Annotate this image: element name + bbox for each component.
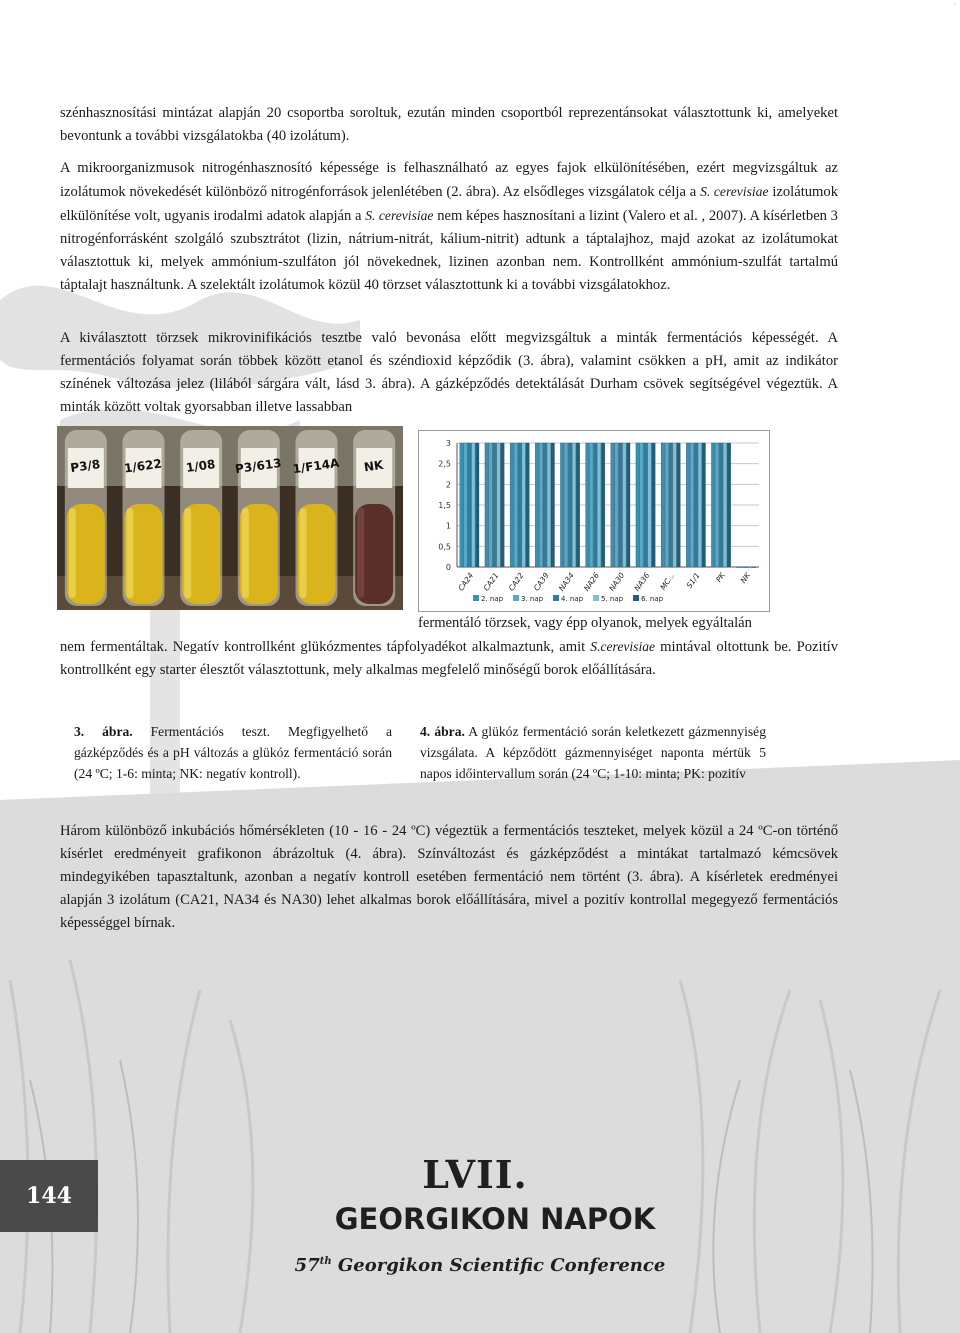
bar [752,567,756,568]
paragraph-1: szénhasznosítási mintázat alapján 20 csoportba soroltuk, ezután minden csoportból reprezentánsokat választottunk ki, amelyeket bevontunk a további vizsgálatokba (40 izolátum). [60,105,838,144]
legend-swatch [633,595,639,601]
bar [727,443,731,567]
bar [522,443,526,567]
bar [518,443,522,567]
conference-numeral: LVII. [422,1152,528,1197]
tube-label: P3/8 [69,457,102,476]
y-tick-label: 2 [445,480,451,490]
corner-mark: · [953,0,956,9]
bar [501,443,505,567]
x-tick-label: NK [738,570,753,585]
bar [690,443,694,567]
test-tube [292,430,341,606]
bar [564,443,568,567]
bar [576,443,580,567]
bar [748,567,752,568]
x-tick-label: PK [714,570,727,584]
conference-name: GEORGIKON NAPOK [334,1202,656,1236]
bar [543,443,547,567]
bar [468,443,472,567]
bar [489,443,493,567]
bar [551,443,555,567]
legend-item [553,595,584,603]
bar [640,443,644,567]
bar [719,443,723,567]
figure-4-caption: 4. ábra. A glükóz fermentáció során keletkezett gázmennyiség vizsgálata. A képződött gázmennyiséget naponta mértük 5 napos időintervallum során (24 ºC; 1-10: minta; PK: pozitív [420,724,767,781]
x-tick-label: CA22 [506,570,526,593]
x-tick-label: S1/1 [684,570,702,590]
x-tick-label: CA24 [456,570,476,593]
bar [547,443,551,567]
bar [702,443,706,567]
bar [644,443,648,567]
test-tube [180,430,222,606]
bar [711,443,715,567]
bar [636,443,640,567]
x-tick-label: MC... [658,570,677,592]
y-tick-label: 0,5 [438,542,451,552]
bar [665,443,669,567]
y-tick-label: 2,5 [438,459,451,469]
y-tick-label: 3 [445,439,451,448]
test-tube [65,430,107,606]
bar [464,443,468,567]
bar [686,443,690,567]
test-tubes-image [57,426,403,610]
bar [497,443,501,567]
bar [475,443,479,567]
bar-chart [419,431,769,611]
y-tick-label: 1 [445,521,451,531]
tube-label: NK [363,457,385,475]
bar [539,443,543,567]
bar [744,567,748,568]
bar [652,443,656,567]
tube-label: P3/613 [234,455,283,477]
x-tick-label: CA21 [481,570,501,593]
legend-swatch [553,595,559,601]
legend-label: 2. nap [481,595,504,603]
bar [472,443,476,567]
figure-3-caption: 3. ábra. Fermentációs teszt. Megfigyelhető a gázképződés és a pH változás a glükóz fermentáció során (24 ºC; 1-6: minta; NK: negatív kontroll). [74,724,392,781]
paragraph-4a: fermentáló törzsek, vagy épp olyanok, melyek egyáltalán [418,615,752,631]
paragraph-5: Három különböző inkubációs hőmérsékleten (10 - 16 - 24 ºC) végeztük a fermentációs teszteket, melyek közül a 24 ºC-on történő kísérlet eredményeit grafikonon ábrázoltuk (4. ábra). Színváltozást és gázképződést a mintákat tartalmazó kémcsövek mindegyikében tapasztaltunk, azonban a negatív kontroll esetében fermentáció nem történt (3. ábra). A kísérletek eredményei alapján 3 izolátum (CA21, NA34 és NA30) lehet alkalmas borok előállítására, mivel a pozitív kontrollal megegyező fermentációs képességgel bírnak. [60,823,838,931]
tube-label: 1/622 [123,456,163,476]
bar [590,443,594,567]
x-tick-label: NA36 [632,570,652,593]
legend-label: 3. nap [521,595,544,603]
tube-label: 1/F14A [291,455,341,477]
legend-label: 4. nap [561,595,584,603]
legend-item [513,595,544,603]
paragraph-4b: nem fermentáltak. Negatív kontrollként glükózmentes tápfolyadékot alkalmaztunk, amit S.cerevisiae mintával oltottunk be. Pozitív kontrollként egy starter élesztőt választottunk, mely alkalmas megfelelő minőségű borok előállítására. [60,639,838,678]
bar [715,443,719,567]
bar [572,443,576,567]
paragraph-3: A kiválasztott törzsek mikrovinifikációs tesztbe való bevonása előtt megvizsgáltuk a minták fermentációs képességét. A fermentációs folyamat során többek között etanol és széndioxid képződik (3. ábra), valamint csökken a pH, amit az indikátor színének változása jelez (lilából sárgára vált, lásd 3. ábra). A gázképződés detektálását Durham csövek segítségével végeztük. A minták között voltak gyorsabban illetve lassabban [60,330,838,415]
figure-4-chart [418,430,770,612]
legend-label: 6. nap [641,595,664,603]
legend-item [633,595,664,603]
bar [514,443,518,567]
test-tube [234,430,282,606]
bar [741,567,745,568]
bar [493,443,497,567]
bar [648,443,652,567]
legend-item [473,595,504,603]
paragraph-2: A mikroorganizmusok nitrogénhasznosító képessége is felhasználható az egyes fajok elkülönítésében, ezért megvizsgáltuk az izolátumok növekedését különböző nitrogénforrások jelenlétében (2. ábra). Az elsődleges vizsgálatok célja a S. cerevisiae izolátumok elkülönítése volt, ugyanis irodalmi adatok alapján a S. cerevisiae nem képes hasznosítani a lizint (Valero et al. , 2007). A kísérletben 3 nitrogénforrásként szolgáló szubsztrátot (lizin, nátrium-nitrát, kálium-nitrit) adtunk a táptalajhoz, majd azokat az izolátumokat választottuk ki, melyek ammónium-szulfáton jól növekednek, lizinen azonban nem. Kontrollként ammónium-szulfát tartalmú táptalajt használtunk. A szelektált izolátumok közül 40 törzset választottunk ki a további vizsgálatokhoz. [60,160,838,293]
bar [611,443,615,567]
legend-swatch [593,595,599,601]
legend-item [593,595,624,603]
bar [535,443,539,567]
bar [526,443,530,567]
bar [673,443,677,567]
legend-label: 5. nap [601,595,624,603]
tube-label: 1/08 [185,457,217,476]
bar [586,443,590,567]
bar [560,443,564,567]
bar [623,443,627,567]
bar [661,443,665,567]
bar [601,443,605,567]
x-tick-label: NA30 [607,570,627,593]
page-number: 144 [0,1160,98,1232]
bar [510,443,514,567]
bar [737,567,741,568]
bar [568,443,572,567]
test-tube [353,430,395,606]
bar [615,443,619,567]
bar [619,443,623,567]
bar [677,443,681,567]
figure-3-photo [57,426,403,610]
y-tick-label: 0 [445,563,451,572]
legend-swatch [513,595,519,601]
x-tick-label: NA26 [582,570,602,593]
bar [694,443,698,567]
x-tick-label: NA34 [556,570,576,593]
bar [626,443,630,567]
bar [593,443,597,567]
bar [723,443,727,567]
bar [698,443,702,567]
test-tube [123,430,165,606]
bar [460,443,464,567]
legend-swatch [473,595,479,601]
bar [669,443,673,567]
conference-english: 57th Georgikon Scientific Conference [294,1255,666,1276]
x-tick-label: CA39 [531,570,551,593]
bar [485,443,489,567]
y-tick-label: 1,5 [438,501,451,510]
bar [597,443,601,567]
